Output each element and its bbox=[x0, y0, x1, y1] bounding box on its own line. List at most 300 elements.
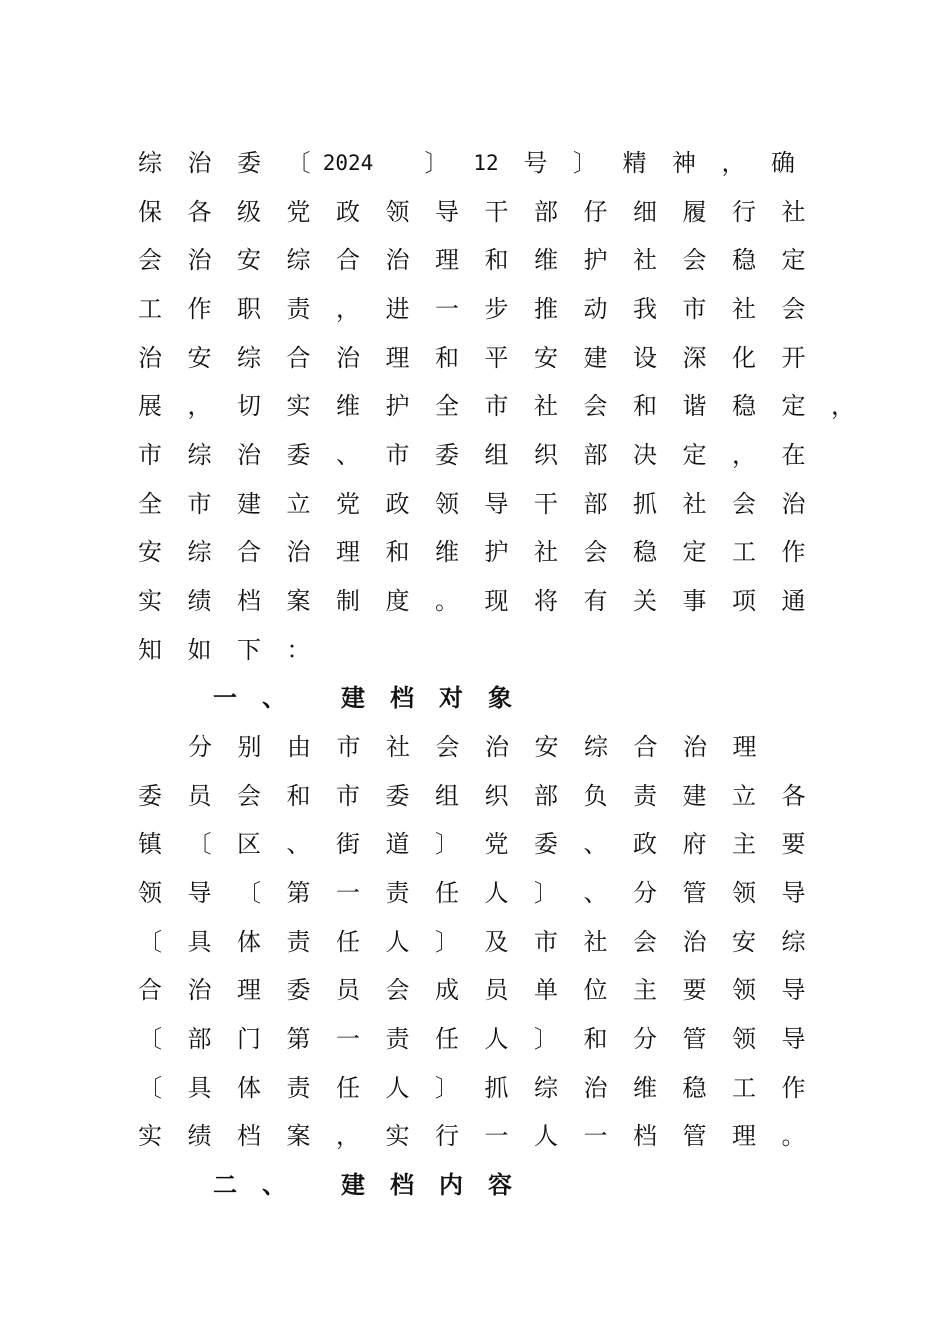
text-glyph: 合 bbox=[237, 538, 261, 566]
text-glyph: 分 bbox=[188, 733, 212, 761]
heading-glyph: 建 bbox=[341, 1171, 365, 1199]
text-glyph: 定 bbox=[682, 538, 707, 566]
line-p1-l1 bbox=[0, 143, 950, 183]
text-glyph: 人 bbox=[484, 1025, 509, 1053]
text-glyph: 部 bbox=[534, 198, 558, 226]
text-glyph: 确 bbox=[771, 149, 795, 177]
text-glyph: 社 bbox=[732, 295, 756, 323]
text-glyph: 仔 bbox=[583, 198, 608, 226]
text-glyph: 体 bbox=[237, 1074, 261, 1102]
text-glyph: ： bbox=[286, 636, 311, 664]
text-glyph: 合 bbox=[336, 246, 360, 274]
text-glyph: 〔 bbox=[286, 149, 311, 177]
text-glyph: 抓 bbox=[484, 1074, 509, 1102]
text-glyph: 成 bbox=[435, 976, 459, 1004]
text-glyph: 和 bbox=[484, 246, 509, 274]
text-glyph: 府 bbox=[682, 830, 707, 858]
line-p2-l7 bbox=[0, 1019, 950, 1059]
text-glyph: 组 bbox=[484, 441, 509, 469]
text-glyph: ， bbox=[187, 392, 212, 420]
text-glyph: 主 bbox=[633, 976, 657, 1004]
text-glyph: 会 bbox=[385, 976, 410, 1004]
text-glyph: 档 bbox=[237, 587, 261, 615]
text-glyph: 党 bbox=[286, 198, 311, 226]
line-p2-l2 bbox=[0, 776, 950, 816]
text-glyph: 治 bbox=[485, 733, 509, 761]
text-glyph: 维 bbox=[435, 538, 459, 566]
text-glyph: 治 bbox=[781, 490, 806, 518]
text-glyph: 组 bbox=[435, 782, 459, 810]
text-glyph: 综 bbox=[237, 344, 261, 372]
text-glyph: 号 bbox=[523, 149, 548, 177]
heading-glyph: 建 bbox=[341, 684, 365, 712]
text-glyph: ， bbox=[732, 441, 756, 469]
text-glyph: 和 bbox=[286, 782, 311, 810]
text-glyph: 〕 bbox=[424, 149, 449, 177]
text-glyph: 领 bbox=[385, 198, 410, 226]
text-glyph: 门 bbox=[237, 1025, 261, 1053]
text-glyph: 综 bbox=[187, 441, 212, 469]
text-glyph: 管 bbox=[682, 879, 707, 907]
text-glyph: 要 bbox=[781, 830, 806, 858]
text-glyph: 镇 bbox=[138, 830, 162, 858]
line-p2-l6 bbox=[0, 970, 950, 1010]
text-glyph: 管 bbox=[682, 1122, 707, 1150]
text-glyph: 织 bbox=[534, 441, 558, 469]
text-glyph: 治 bbox=[583, 1074, 608, 1102]
text-glyph: 员 bbox=[484, 976, 509, 1004]
text-glyph: 会 bbox=[237, 782, 261, 810]
text-glyph: 委 bbox=[385, 782, 410, 810]
text-glyph: 治 bbox=[187, 149, 212, 177]
text-glyph: 政 bbox=[385, 490, 410, 518]
text-glyph: 建 bbox=[237, 490, 261, 518]
heading-glyph: 、 bbox=[262, 684, 286, 712]
text-glyph: 委 bbox=[534, 830, 558, 858]
heading-glyph: 档 bbox=[390, 684, 414, 712]
text-glyph: 将 bbox=[534, 587, 558, 615]
text-glyph: 第 bbox=[286, 879, 311, 907]
text-glyph: 维 bbox=[633, 1074, 657, 1102]
text-glyph: 知 bbox=[138, 636, 162, 664]
text-glyph: 档 bbox=[633, 1122, 657, 1150]
text-glyph: 分 bbox=[633, 879, 657, 907]
heading-glyph: 二 bbox=[213, 1171, 237, 1199]
text-glyph: 护 bbox=[583, 246, 608, 274]
text-glyph: 、 bbox=[583, 879, 608, 907]
text-glyph: 责 bbox=[286, 1074, 311, 1102]
text-glyph: 在 bbox=[781, 441, 806, 469]
section-heading-2 bbox=[0, 1165, 950, 1205]
text-glyph: 及 bbox=[484, 928, 509, 956]
text-glyph: 展 bbox=[138, 392, 162, 420]
text-glyph: 平 bbox=[484, 344, 509, 372]
text-glyph: 合 bbox=[138, 976, 162, 1004]
text-glyph: 理 bbox=[732, 733, 757, 761]
text-glyph: 社 bbox=[386, 733, 410, 761]
text-glyph: 综 bbox=[534, 1074, 558, 1102]
text-glyph: 综 bbox=[286, 246, 311, 274]
text-glyph: 市 bbox=[682, 295, 707, 323]
text-glyph: 领 bbox=[732, 976, 756, 1004]
text-glyph: 任 bbox=[336, 928, 360, 956]
text-glyph: 稳 bbox=[633, 538, 657, 566]
text-glyph: 度 bbox=[385, 587, 410, 615]
text-glyph: 建 bbox=[583, 344, 608, 372]
text-glyph: 实 bbox=[138, 1122, 162, 1150]
text-glyph: 一 bbox=[336, 1025, 360, 1053]
text-glyph: 委 bbox=[237, 149, 261, 177]
text-glyph: 市 bbox=[336, 782, 360, 810]
text-glyph: 领 bbox=[435, 490, 459, 518]
text-glyph: 项 bbox=[732, 587, 756, 615]
text-glyph: 神 bbox=[672, 149, 696, 177]
text-glyph: 市 bbox=[484, 392, 509, 420]
text-glyph: 实 bbox=[138, 587, 162, 615]
text-glyph: 步 bbox=[484, 295, 509, 323]
line-p1-l11 bbox=[0, 630, 950, 670]
text-glyph: 保 bbox=[138, 198, 162, 226]
text-glyph: 会 bbox=[781, 295, 806, 323]
text-glyph: 决 bbox=[633, 441, 657, 469]
line-p2-l3 bbox=[0, 824, 950, 864]
text-glyph: 安 bbox=[534, 733, 559, 761]
text-glyph: 会 bbox=[435, 733, 460, 761]
text-glyph: 〕 bbox=[534, 879, 558, 907]
text-glyph: 领 bbox=[732, 879, 756, 907]
text-glyph: 责 bbox=[286, 928, 311, 956]
text-glyph: 安 bbox=[732, 928, 756, 956]
text-glyph: 治 bbox=[682, 928, 707, 956]
text-glyph: 部 bbox=[534, 782, 558, 810]
text-glyph: 如 bbox=[187, 636, 212, 664]
text-glyph: 治 bbox=[138, 344, 162, 372]
text-glyph: 案 bbox=[286, 587, 311, 615]
text-glyph: 安 bbox=[138, 538, 162, 566]
text-glyph: ， bbox=[831, 392, 855, 420]
text-glyph: 。 bbox=[781, 1122, 806, 1150]
text-glyph: 市 bbox=[336, 733, 361, 761]
heading-glyph: 内 bbox=[439, 1171, 463, 1199]
text-glyph: 综 bbox=[584, 733, 608, 761]
text-glyph: 。 bbox=[435, 587, 459, 615]
text-glyph: 一 bbox=[435, 295, 459, 323]
text-glyph: 定 bbox=[682, 441, 707, 469]
text-glyph: 制 bbox=[336, 587, 360, 615]
text-glyph: 负 bbox=[583, 782, 608, 810]
line-p2-l9 bbox=[0, 1116, 950, 1156]
text-glyph: 单 bbox=[534, 976, 558, 1004]
text-glyph: 综 bbox=[138, 149, 162, 177]
text-glyph: 会 bbox=[583, 392, 608, 420]
text-glyph: 绩 bbox=[187, 1122, 212, 1150]
text-glyph: 政 bbox=[633, 830, 657, 858]
text-glyph: 切 bbox=[237, 392, 261, 420]
text-glyph: 具 bbox=[187, 1074, 212, 1102]
text-glyph: 〕 bbox=[435, 830, 459, 858]
text-glyph: 事 bbox=[682, 587, 707, 615]
text-glyph: 稳 bbox=[732, 392, 756, 420]
text-glyph: 会 bbox=[138, 246, 162, 274]
heading-glyph: 容 bbox=[488, 1171, 512, 1199]
text-glyph: 委 bbox=[286, 441, 311, 469]
text-glyph: 理 bbox=[237, 976, 261, 1004]
text-glyph: 人 bbox=[385, 928, 410, 956]
text-glyph: 职 bbox=[237, 295, 261, 323]
text-glyph: 综 bbox=[187, 538, 212, 566]
text-glyph: 责 bbox=[633, 782, 657, 810]
text-glyph: 深 bbox=[682, 344, 707, 372]
text-glyph: 区 bbox=[237, 830, 261, 858]
text-glyph: 〕 bbox=[573, 149, 597, 177]
text-glyph: 治 bbox=[683, 733, 707, 761]
text-glyph: 履 bbox=[682, 198, 707, 226]
text-glyph: 任 bbox=[435, 879, 459, 907]
text-glyph: 〕 bbox=[435, 928, 459, 956]
text-glyph: 关 bbox=[633, 587, 657, 615]
text-glyph: 一 bbox=[583, 1122, 608, 1150]
text-glyph: 由 bbox=[287, 733, 311, 761]
text-glyph: 下 bbox=[237, 636, 261, 664]
text-glyph: 治 bbox=[385, 246, 410, 274]
text-glyph: 体 bbox=[237, 928, 261, 956]
text-glyph: 立 bbox=[732, 782, 756, 810]
text-glyph: 理 bbox=[732, 1122, 756, 1150]
text-glyph: 人 bbox=[385, 1074, 410, 1102]
text-glyph: 建 bbox=[682, 782, 707, 810]
text-glyph: 人 bbox=[534, 1122, 558, 1150]
text-glyph: 导 bbox=[781, 1025, 806, 1053]
text-glyph: 党 bbox=[484, 830, 509, 858]
text-glyph: 开 bbox=[781, 344, 806, 372]
text-glyph: 实 bbox=[385, 1122, 410, 1150]
text-glyph: 定 bbox=[781, 246, 806, 274]
heading-glyph: 一 bbox=[213, 684, 237, 712]
text-glyph: 各 bbox=[187, 198, 212, 226]
section-heading-1 bbox=[0, 678, 950, 718]
text-glyph: 案 bbox=[286, 1122, 311, 1150]
text-glyph: 第 bbox=[286, 1025, 311, 1053]
text-glyph: 责 bbox=[385, 879, 410, 907]
text-glyph: 社 bbox=[682, 490, 707, 518]
text-glyph: 档 bbox=[237, 1122, 261, 1150]
text-glyph: 社 bbox=[534, 392, 558, 420]
text-glyph: 管 bbox=[682, 1025, 707, 1053]
text-glyph: 一 bbox=[484, 1122, 509, 1150]
text-glyph: 〕 bbox=[435, 1074, 459, 1102]
text-glyph: 〕 bbox=[534, 1025, 558, 1053]
line-p1-l7 bbox=[0, 435, 950, 475]
text-glyph: 理 bbox=[336, 538, 360, 566]
line-p1-l10 bbox=[0, 581, 950, 621]
text-glyph: 推 bbox=[534, 295, 558, 323]
text-glyph: 精 bbox=[622, 149, 647, 177]
text-glyph: 抓 bbox=[633, 490, 657, 518]
heading-glyph: 对 bbox=[439, 684, 463, 712]
text-glyph: 绩 bbox=[187, 587, 212, 615]
text-glyph: 安 bbox=[534, 344, 558, 372]
heading-glyph: 象 bbox=[488, 684, 512, 712]
text-glyph: 领 bbox=[732, 1025, 756, 1053]
text-glyph: 干 bbox=[484, 198, 509, 226]
text-glyph: 全 bbox=[435, 392, 459, 420]
text-glyph: 部 bbox=[187, 1025, 212, 1053]
text-glyph: 人 bbox=[484, 879, 509, 907]
text-glyph: 我 bbox=[633, 295, 657, 323]
text-glyph: 治 bbox=[336, 344, 360, 372]
text-glyph: 作 bbox=[781, 1074, 806, 1102]
text-glyph: 市 bbox=[534, 928, 558, 956]
text-glyph: 部 bbox=[583, 441, 608, 469]
text-glyph: 干 bbox=[534, 490, 558, 518]
text-glyph: 作 bbox=[781, 538, 806, 566]
text-glyph: ， bbox=[336, 1122, 360, 1150]
text-glyph: 作 bbox=[187, 295, 212, 323]
line-p1-l4 bbox=[0, 289, 950, 329]
text-glyph: 社 bbox=[781, 198, 806, 226]
heading-glyph: 档 bbox=[390, 1171, 414, 1199]
text-glyph: 合 bbox=[633, 733, 658, 761]
text-glyph: 〔 bbox=[187, 830, 212, 858]
text-glyph: 安 bbox=[237, 246, 261, 274]
text-glyph: 和 bbox=[385, 538, 410, 566]
line-p1-l3 bbox=[0, 240, 950, 280]
text-glyph: 理 bbox=[435, 246, 459, 274]
text-glyph: 〔 bbox=[138, 1025, 162, 1053]
text-glyph: 政 bbox=[336, 198, 360, 226]
text-glyph: 实 bbox=[286, 392, 311, 420]
text-glyph: 治 bbox=[237, 441, 261, 469]
text-glyph: 和 bbox=[435, 344, 459, 372]
text-glyph: 工 bbox=[138, 295, 162, 323]
text-glyph: 全 bbox=[138, 490, 162, 518]
text-glyph: 道 bbox=[385, 830, 410, 858]
text-glyph: 稳 bbox=[682, 1074, 707, 1102]
line-p1-l6 bbox=[0, 386, 950, 426]
text-glyph: 市 bbox=[138, 441, 162, 469]
text-glyph: 责 bbox=[385, 1025, 410, 1053]
text-glyph: 社 bbox=[583, 928, 608, 956]
text-glyph: 员 bbox=[336, 976, 360, 1004]
text-glyph: 会 bbox=[583, 538, 608, 566]
text-glyph: 定 bbox=[781, 392, 806, 420]
text-glyph: 动 bbox=[583, 295, 608, 323]
text-glyph: 护 bbox=[484, 538, 509, 566]
text-glyph: 党 bbox=[336, 490, 360, 518]
text-glyph: 员 bbox=[187, 782, 212, 810]
text-glyph: 〔 bbox=[237, 879, 261, 907]
text-glyph: 分 bbox=[633, 1025, 657, 1053]
text-glyph: 导 bbox=[781, 879, 806, 907]
text-glyph: 安 bbox=[187, 344, 212, 372]
text-glyph: 维 bbox=[336, 392, 360, 420]
text-glyph: 委 bbox=[286, 976, 311, 1004]
text-glyph: 级 bbox=[237, 198, 261, 226]
text-glyph: 导 bbox=[484, 490, 509, 518]
text-glyph: 12 bbox=[473, 151, 499, 175]
text-glyph: 现 bbox=[484, 587, 509, 615]
text-glyph: 、 bbox=[286, 830, 311, 858]
text-glyph: 〔 bbox=[138, 1074, 162, 1102]
text-glyph: 要 bbox=[682, 976, 707, 1004]
text-glyph: 和 bbox=[633, 392, 657, 420]
text-glyph: 立 bbox=[286, 490, 311, 518]
text-glyph: 综 bbox=[781, 928, 806, 956]
text-glyph: 各 bbox=[781, 782, 806, 810]
text-glyph: 治 bbox=[187, 976, 212, 1004]
text-glyph: 稳 bbox=[732, 246, 756, 274]
text-glyph: 领 bbox=[138, 879, 162, 907]
text-glyph: 理 bbox=[385, 344, 410, 372]
text-glyph: 社 bbox=[633, 246, 657, 274]
text-glyph: 一 bbox=[336, 879, 360, 907]
line-p2-l4 bbox=[0, 873, 950, 913]
line-p2-l1 bbox=[0, 727, 950, 767]
text-glyph: 治 bbox=[187, 246, 212, 274]
text-glyph: 导 bbox=[781, 976, 806, 1004]
text-glyph: 任 bbox=[435, 1025, 459, 1053]
text-glyph: ， bbox=[336, 295, 360, 323]
text-glyph: 会 bbox=[682, 246, 707, 274]
text-glyph: 街 bbox=[336, 830, 360, 858]
text-glyph: 责 bbox=[286, 295, 311, 323]
text-glyph: 市 bbox=[385, 441, 410, 469]
text-glyph: 会 bbox=[633, 928, 657, 956]
text-glyph: 谐 bbox=[682, 392, 707, 420]
text-glyph: 织 bbox=[484, 782, 509, 810]
line-p1-l2 bbox=[0, 192, 950, 232]
text-glyph: 导 bbox=[187, 879, 212, 907]
text-glyph: 社 bbox=[534, 538, 558, 566]
text-glyph: 治 bbox=[286, 538, 311, 566]
text-glyph: 、 bbox=[583, 830, 608, 858]
text-glyph: 行 bbox=[435, 1122, 459, 1150]
text-glyph: 具 bbox=[187, 928, 212, 956]
text-glyph: 任 bbox=[336, 1074, 360, 1102]
text-glyph: 委 bbox=[435, 441, 459, 469]
text-glyph: 化 bbox=[732, 344, 756, 372]
text-glyph: 、 bbox=[336, 441, 360, 469]
line-p1-l5 bbox=[0, 338, 950, 378]
text-glyph: 合 bbox=[286, 344, 311, 372]
line-p2-l8 bbox=[0, 1068, 950, 1108]
text-glyph: 部 bbox=[583, 490, 608, 518]
text-glyph: 和 bbox=[583, 1025, 608, 1053]
heading-glyph: 、 bbox=[262, 1171, 286, 1199]
text-glyph: 市 bbox=[187, 490, 212, 518]
line-p1-l8 bbox=[0, 484, 950, 524]
text-glyph: 通 bbox=[781, 587, 806, 615]
text-glyph: 2024 bbox=[322, 151, 374, 175]
text-glyph: ， bbox=[721, 149, 746, 177]
text-glyph: 设 bbox=[633, 344, 657, 372]
text-glyph: 工 bbox=[732, 1074, 756, 1102]
text-glyph: 主 bbox=[732, 830, 756, 858]
text-glyph: 细 bbox=[633, 198, 657, 226]
text-glyph: 导 bbox=[435, 198, 459, 226]
text-glyph: 会 bbox=[732, 490, 756, 518]
text-glyph: 〔 bbox=[138, 928, 162, 956]
text-glyph: 行 bbox=[732, 198, 756, 226]
text-glyph: 工 bbox=[732, 538, 756, 566]
text-glyph: 维 bbox=[534, 246, 558, 274]
text-glyph: 有 bbox=[583, 587, 608, 615]
text-glyph: 委 bbox=[138, 782, 162, 810]
text-glyph: 位 bbox=[583, 976, 608, 1004]
text-glyph: 别 bbox=[237, 733, 262, 761]
text-glyph: 护 bbox=[385, 392, 410, 420]
line-p2-l5 bbox=[0, 922, 950, 962]
